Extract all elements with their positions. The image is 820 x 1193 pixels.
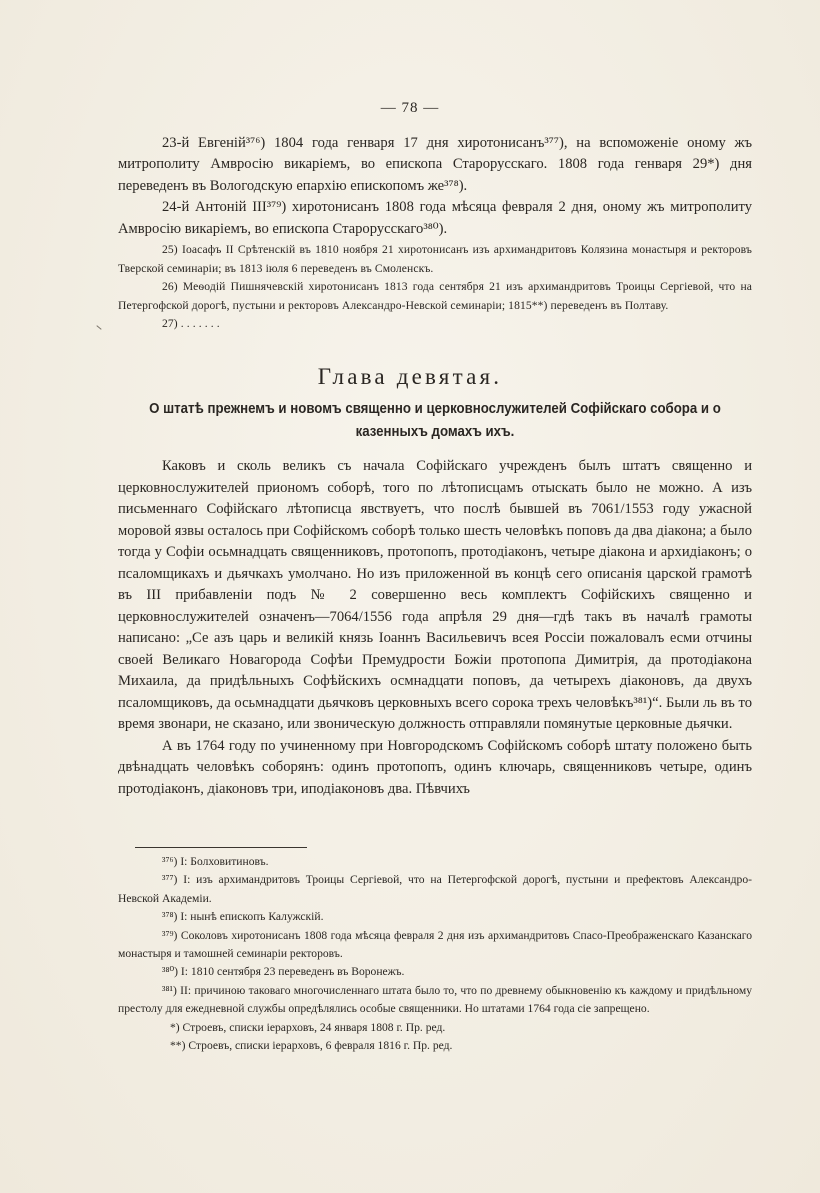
page-number: — 78 —: [380, 100, 440, 116]
lead-section: [118, 133, 752, 240]
chapter-title: Глава девятая.: [317, 364, 503, 389]
body-paragraph: А въ 1764 году по учиненному при Новгородскомъ Софійскомъ соборѣ штату положено быть двѣнадцать человѣкъ соборянъ: одинъ протопопъ, одинъ ключарь, священниковъ четыре, одинъ протодіаконъ, діаконовъ три, иподіаконовъ два. Пѣвчихъ: [118, 737, 752, 797]
footnote-star-1: *) Строевъ, списки іерарховъ, 24 января 1808 г. Пр. ред.: [170, 1020, 446, 1034]
paragraph-bishop-23: 23-й Евгеній³⁷⁶) 1804 года генваря 17 дня хиротонисанъ³⁷⁷), на вспоможеніе оному жъ митрополиту Амвросію викаріемъ, во епископа Старорусскаго. 1808 года генваря 29*) дня переведенъ въ Вологодскую епархію епископомъ же³⁷⁸).: [118, 135, 752, 194]
footnote-377: ³⁷⁷) I: изъ архимандритовъ Троицы Сергіевой, что на Петергофской дорогѣ, пустыни и префектовъ Александро-Невской Академіи.: [118, 873, 752, 905]
body-paragraph: Каковъ и сколь великъ съ начала Софійскаго учрежденъ былъ штатъ священно и церковнослужителей приономъ соборѣ, того по лѣтописцамъ отыскать было не можно. А изъ письменнаго Софійскаго лѣтописца явствуетъ, что послѣ бывшей въ 7061/1553 году ужасной моровой язвы осталось при Софійскомъ соборѣ только шесть человѣкъ поповъ да два діакона; а было тогда у Софіи осьмнадцать священниковъ, протопопъ, протодіаконъ, четыре діакона и архидіаконъ; о псаломщикахъ и дьячкахъ умолчано. Но изъ приложенной въ концѣ сего описанія царской грамотѣ въ III прибавленіи подъ № 2 совершенно весь комплектъ Софійскихъ священно и церковнослужителей означенъ—7064/1556 года апрѣля 29 дня—гдѣ такъ въ началѣ грамоты написано: „Се азъ царь и великій князь Іоаннъ Васильевичъ всея Россіи пожаловалъ есми отчины своей Великаго Новагорода Софѣи Премудрости Божіи протопопа Димитрія, да протодіакона Михаила, да придѣльныхъ Софѣйскихъ осмнадцати поповъ, да четырехъ діаконовъ, да двухъ псаломщиковъ, да осьмнадцати дьячковъ церковныхъ всего сорока трехъ человѣкъ³⁸¹)“. Были ль въ то время звонари, не сказано, или звоническую должность отправляли помянутые церковные дьячки.: [118, 458, 752, 732]
chapter-subtitle: О штатѣ прежнемъ и новомъ священно и церковнослужителей Софійскаго собора и о казенныхъ домахъ ихъ.: [149, 401, 721, 440]
footnotes: [118, 853, 752, 1055]
footnote-381: ³⁸¹) II: причиною таковаго многочисленнаго штата было то, что по древнему обыкновенію къ каждому и придѣльному престолу для ежедневной службы опредѣлялись особые священники. Но штатами 1764 года сіе запрещено.: [118, 983, 752, 1016]
paragraph-bishop-26: 26) Меѳодій Пишнячевскій хиротонисанъ 1813 года сентября 21 изъ архимандритовъ Троицы Сергіевой, что на Петергофской дорогѣ, пустыни и ректоровъ Александро-Невской семинаріи; 1815**) переведенъ въ Полтаву.: [118, 280, 752, 312]
small-print-section: [118, 241, 752, 334]
paragraph-bishop-24: 24-й Антоній III³⁷⁹) хиротонисанъ 1808 года мѣсяца февраля 2 дня, оному жъ митрополиту Амвросію викаріемъ, во епископа Старорусскаго³⁸⁰).: [118, 199, 752, 237]
paragraph-bishop-27: 27) . . . . . . .: [162, 317, 220, 331]
footnote-divider: [135, 847, 307, 848]
paragraph-bishop-25: 25) Іоасафъ II Срѣтенскій въ 1810 ноября 21 хиротонисанъ изъ архимандритовъ Колязина монастыря и ректоровъ Тверской семинаріи; въ 1813 іюля 6 переведенъ въ Смоленскъ.: [118, 243, 752, 275]
footnote-378: ³⁷⁸) I: нынѣ епископъ Калужскій.: [162, 910, 324, 924]
margin-mark: [96, 325, 101, 330]
footnote-star-2: **) Строевъ, списки іерарховъ, 6 февраля 1816 г. Пр. ред.: [170, 1039, 453, 1053]
footnote-379: ³⁷⁹) Соколовъ хиротонисанъ 1808 года мѣсяца февраля 2 дня изъ архимандритовъ Спасо-Преображенскаго Казанскаго монастыря и тамошней семинаріи ректоровъ.: [118, 928, 752, 961]
footnote-380: ³⁸⁰) I: 1810 сентября 23 переведенъ въ Воронежъ.: [162, 965, 405, 979]
chapter-body: [118, 456, 752, 800]
footnote-376: ³⁷⁶) I: Болховитиновъ.: [162, 855, 269, 868]
